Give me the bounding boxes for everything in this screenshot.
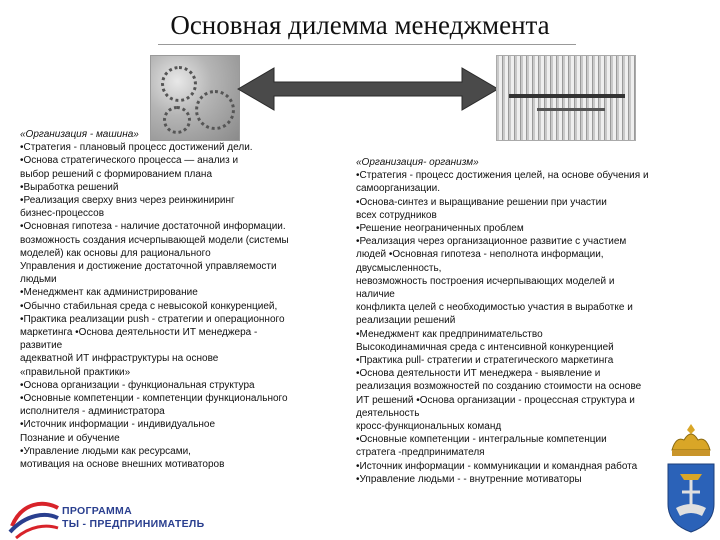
left-line: мотивация на основе внешних мотиваторов — [20, 459, 225, 471]
left-line: моделей) как основы для рационального — [20, 247, 211, 259]
left-line: •Обычно стабильная среда с невысокой конкуренцией, — [20, 300, 278, 312]
left-line: •Выработка решений — [20, 181, 119, 193]
organism-streak — [537, 108, 605, 111]
left-line: исполнителя - администратора — [20, 406, 165, 418]
right-line: •Менеджмент как предпринимательство — [356, 328, 543, 340]
left-line: •Основная гипотеза - наличие достаточной информации. — [20, 221, 286, 233]
right-line: •Основа-синтез и выращивание решении при участии — [356, 196, 607, 208]
right-line: «Организация- организм» — [356, 157, 479, 168]
organism-streak — [509, 94, 625, 98]
left-line: маркетинга •Основа деятельности ИТ менеджера - — [20, 327, 258, 339]
right-line: реализация возможностей по созданию стоимости на основе — [356, 381, 642, 393]
gear-icon — [195, 90, 235, 130]
left-line: •Практика реализации push - стратегии и операционного — [20, 313, 285, 325]
left-line: развитие — [20, 340, 63, 352]
right-line: •Управление людьми - - внутренние мотиваторы — [356, 473, 582, 485]
right-line: •Решение неограниченных проблем — [356, 223, 524, 235]
left-line: Познание и обучение — [20, 432, 120, 444]
right-line: стратега -предпринимателя — [356, 447, 485, 459]
logo-line-1: ПРОГРАММА — [62, 505, 132, 517]
left-line: •Основа стратегического процесса — анализ и — [20, 155, 239, 167]
machine-organization-text — [20, 128, 289, 471]
right-line: •Источник информации - коммуникации и командная работа — [356, 460, 638, 472]
right-line: невозможность построения исчерпывающих моделей и — [356, 275, 615, 287]
right-line: реализации решений — [356, 315, 456, 327]
right-line: •Стратегия - процесс достижения целей, на основе обучения и — [356, 170, 649, 182]
left-line: •Реализация сверху вниз через реинжиниринг — [20, 195, 235, 207]
coat-of-arms-icon — [662, 420, 720, 536]
left-line: •Управление людьми как ресурсами, — [20, 445, 191, 457]
left-line: бизнес-процессов — [20, 208, 105, 220]
left-line: •Источник информации - индивидуальное — [20, 419, 216, 431]
left-line: людьми — [20, 274, 57, 286]
organism-image — [496, 55, 636, 141]
left-line: •Стратегия - плановый процесс достижений дели. — [20, 142, 253, 154]
gear-icon — [161, 66, 197, 102]
left-line: •Основные компетенции - компетенции функционального — [20, 393, 288, 405]
title-divider — [158, 44, 576, 45]
left-line: возможность создания исчерпывающей модели (системы — [20, 234, 289, 246]
logo-line-2: ТЫ - ПРЕДПРИНИМАТЕЛЬ — [62, 518, 205, 530]
organism-organization-text — [356, 156, 649, 486]
right-line: людей •Основная гипотеза - неполнота информации, — [356, 249, 604, 261]
right-line: •Основные компетенции - интегральные компетенции — [356, 434, 607, 446]
left-line: Управления и достижение достаточной управляемости — [20, 261, 277, 273]
right-line: всех сотрудников — [356, 209, 437, 221]
left-line: •Основа организации - функциональная структура — [20, 379, 255, 391]
right-line: конфликта целей с необходимостью участия в выработке и — [356, 302, 633, 314]
right-line: ИТ решений •Основа организации - процессная структура и — [356, 394, 635, 406]
right-line: двусмысленность, — [356, 262, 442, 274]
left-line: «правильной практики» — [20, 366, 131, 378]
right-line: •Практика pull- стратегии и стратегического маркетинга — [356, 355, 614, 367]
right-line: Высокодинамичная среда с интенсивной конкуренцией — [356, 341, 614, 353]
left-line: адекватной ИТ инфраструктуры на основе — [20, 353, 219, 365]
right-line: •Реализация через организационное развитие с участием — [356, 236, 627, 248]
right-line: самоорганизации. — [356, 183, 441, 195]
double-arrow-icon — [236, 64, 500, 114]
page-title: Основная дилемма менеджмента — [170, 10, 550, 40]
left-line: •Менеджмент как администрирование — [20, 287, 198, 299]
left-line: «Организация - машина» — [20, 129, 139, 140]
right-line: кросс-функциональных команд — [356, 421, 502, 433]
right-line: •Основа деятельности ИТ менеджера - выявление и — [356, 368, 601, 380]
left-line: выбор решений с формированием плана — [20, 168, 213, 180]
right-line: наличие — [356, 289, 395, 301]
right-line: деятельность — [356, 407, 420, 419]
